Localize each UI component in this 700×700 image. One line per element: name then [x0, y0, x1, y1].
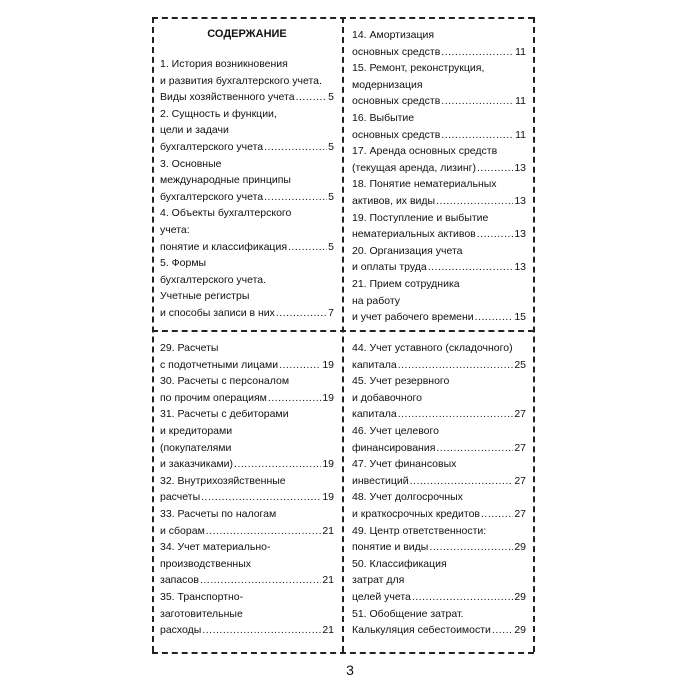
- toc-entry-page-number: 15: [514, 311, 526, 324]
- toc-entry-line: производственных: [160, 557, 251, 570]
- toc-entry-leader-line: [352, 309, 526, 326]
- toc-entry-page-number: 19: [322, 458, 334, 471]
- leader-dots: [410, 473, 514, 490]
- toc-entry-title: и краткосрочных кредитов: [352, 507, 481, 520]
- frame-right-border: [533, 17, 535, 652]
- leader-dots: [398, 406, 514, 423]
- leader-dots: [428, 259, 514, 276]
- toc-entry-leader-line: [352, 193, 526, 210]
- toc-entry-page-number: 25: [514, 358, 526, 371]
- toc-entry-line: 49. Центр ответственности:: [352, 524, 487, 537]
- toc-entry-page-number: 13: [514, 194, 526, 207]
- toc-entry-leader-line: [352, 539, 526, 556]
- toc-entry-page-number: 27: [514, 408, 526, 421]
- toc-entry-line: заготовительные: [160, 607, 243, 620]
- toc-entry: [352, 27, 526, 60]
- toc-entry-page-number: 13: [514, 161, 526, 174]
- toc-entry: [352, 456, 526, 489]
- toc-entry: [160, 255, 334, 321]
- toc-entry-leader-line: [352, 259, 526, 276]
- toc-entry-page-number: 29: [514, 541, 526, 554]
- leader-dots: [206, 523, 322, 540]
- toc-entry-leader-line: [160, 456, 334, 473]
- toc-panel-top-right: [352, 27, 526, 326]
- toc-entry-leader-line: [160, 239, 334, 256]
- toc-entry-leader-line: [352, 357, 526, 374]
- toc-entry-line: учета:: [160, 223, 190, 236]
- toc-entry-title: инвестиций: [352, 474, 409, 487]
- toc-panel-top-left: [160, 26, 334, 322]
- toc-entry-line: 2. Сущность и функции,: [160, 107, 277, 120]
- toc-entry-line: 31. Расчеты с дебиторами: [160, 408, 289, 421]
- leader-dots: [276, 305, 327, 322]
- toc-entry: [160, 589, 334, 639]
- toc-entry: [352, 556, 526, 606]
- toc-entry-line: 33. Расчеты по налогам: [160, 507, 277, 520]
- toc-entry-title: и учет рабочего времени: [352, 311, 474, 324]
- toc-entry: [352, 523, 526, 556]
- toc-entry-title: и заказчиками): [160, 458, 234, 471]
- leader-dots: [398, 357, 514, 374]
- toc-entry-line: 34. Учет материально-: [160, 541, 271, 554]
- toc-entry: [160, 506, 334, 539]
- toc-entry: [160, 340, 334, 373]
- toc-entry-line: 45. Учет резервного: [352, 375, 450, 388]
- leader-dots: [296, 89, 328, 106]
- leader-dots: [279, 357, 321, 374]
- toc-entry-title: Виды хозяйственного учета: [160, 91, 295, 104]
- toc-entry-leader-line: [352, 406, 526, 423]
- toc-entry-line: и добавочного: [352, 391, 422, 404]
- toc-entry: [352, 489, 526, 522]
- leader-dots: [429, 539, 513, 556]
- toc-entry-title: активов, их виды: [352, 194, 436, 207]
- toc-entry: [352, 606, 526, 639]
- toc-entry-line: 14. Амортизация: [352, 29, 435, 41]
- frame-left-border: [152, 17, 154, 652]
- toc-entry-title: и способы записи в них: [160, 306, 275, 319]
- toc-entry-title: нематериальных активов: [352, 228, 476, 241]
- toc-entry-line: 47. Учет финансовых: [352, 458, 457, 471]
- toc-entry-page-number: 11: [515, 128, 526, 141]
- toc-entry-leader-line: [160, 572, 334, 589]
- toc-entry-line: 19. Поступление и выбытие: [352, 211, 489, 224]
- toc-entry-title: с подотчетными лицами: [160, 358, 279, 371]
- toc-entry-page-number: 5: [328, 140, 334, 153]
- leader-dots: [412, 589, 513, 606]
- toc-entry-page-number: 29: [514, 624, 526, 637]
- toc-entry-page-number: 29: [514, 590, 526, 603]
- toc-entry-title: понятие и виды: [352, 541, 429, 554]
- toc-entry-line: 18. Понятие нематериальных: [352, 178, 497, 191]
- toc-entry-leader-line: [352, 440, 526, 457]
- toc-entry: [352, 373, 526, 423]
- toc-entry: [352, 423, 526, 456]
- toc-entry-title: основных средств: [352, 45, 441, 58]
- toc-entry: [352, 276, 526, 326]
- toc-entry-leader-line: [160, 489, 334, 506]
- toc-entry-page-number: 21: [322, 574, 334, 587]
- toc-entry-line: и кредиторами: [160, 424, 233, 437]
- leader-dots: [477, 160, 513, 177]
- toc-entry-line: бухгалтерского учета.: [160, 273, 267, 286]
- toc-entry-leader-line: [160, 89, 334, 106]
- leader-dots: [288, 239, 327, 256]
- toc-entry: [160, 56, 334, 106]
- toc-entry-line: 16. Выбытие: [352, 111, 415, 124]
- toc-entry-line: 1. История возникновения: [160, 58, 288, 70]
- toc-entry-title: основных средств: [352, 95, 441, 108]
- leader-dots: [264, 189, 327, 206]
- leader-dots: [436, 440, 513, 457]
- toc-entry-leader-line: [352, 622, 526, 639]
- toc-entry-leader-line: [160, 523, 334, 540]
- toc-entry-line: 5. Формы: [160, 257, 207, 270]
- toc-entry-title: капитала: [352, 408, 397, 421]
- page-number: 3: [346, 662, 354, 678]
- leader-dots: [441, 44, 514, 61]
- toc-entry: [160, 205, 334, 255]
- toc-entry-line: 32. Внутрихозяйственные: [160, 474, 286, 487]
- toc-entry-page-number: 5: [328, 240, 334, 253]
- toc-entry-line: 29. Расчеты: [160, 342, 219, 354]
- toc-entry-page-number: 13: [514, 261, 526, 274]
- toc-entry-title: по прочим операциям: [160, 391, 267, 404]
- leader-dots: [234, 456, 321, 473]
- toc-entry-page-number: 21: [322, 524, 334, 537]
- leader-dots: [264, 139, 327, 156]
- frame-bottom-border: [152, 652, 534, 654]
- toc-entry-leader-line: [160, 305, 334, 322]
- toc-entry-leader-line: [352, 93, 526, 110]
- leader-dots: [492, 622, 513, 639]
- toc-entry-line: 48. Учет долгосрочных: [352, 491, 463, 504]
- toc-entry-leader-line: [352, 44, 526, 61]
- toc-entry-leader-line: [352, 226, 526, 243]
- toc-entry: [352, 110, 526, 143]
- toc-entry-title: расходы: [160, 624, 202, 637]
- toc-entry-title: запасов: [160, 574, 199, 587]
- leader-dots: [268, 390, 321, 407]
- toc-entry-line: на работу: [352, 294, 401, 307]
- toc-entry-page-number: 21: [322, 624, 334, 637]
- toc-entry-line: 17. Аренда основных средств: [352, 145, 498, 158]
- leader-dots: [475, 309, 514, 326]
- toc-entry-page-number: 5: [328, 190, 334, 203]
- toc-panel-bottom-right: [352, 340, 526, 639]
- toc-heading: СОДЕРЖАНИЕ: [207, 28, 287, 40]
- toc-entry-title: бухгалтерского учета: [160, 140, 264, 153]
- toc-entry-leader-line: [160, 189, 334, 206]
- toc-entry-title: понятие и классификация: [160, 240, 287, 253]
- toc-entry: [352, 176, 526, 209]
- toc-entry-title: расчеты: [160, 491, 201, 504]
- toc-entry-page-number: 11: [515, 95, 526, 108]
- toc-entry-leader-line: [160, 390, 334, 407]
- leader-dots: [441, 127, 514, 144]
- toc-entry: [160, 539, 334, 589]
- leader-dots: [201, 489, 321, 506]
- toc-entry: [352, 210, 526, 243]
- toc-entry-line: Учетные регистры: [160, 290, 250, 303]
- leader-dots: [477, 226, 514, 243]
- toc-entry-line: модернизация: [352, 78, 423, 91]
- toc-entry-line: 20. Организация учета: [352, 244, 463, 257]
- toc-entry-leader-line: [352, 506, 526, 523]
- toc-entry-leader-line: [160, 357, 334, 374]
- toc-entry-page-number: 27: [514, 474, 526, 487]
- toc-entry: [352, 60, 526, 110]
- toc-entry-page-number: 5: [328, 91, 334, 104]
- toc-entry-leader-line: [160, 622, 334, 639]
- toc-entry-leader-line: [352, 127, 526, 144]
- toc-entry: [160, 156, 334, 206]
- toc-entry-leader-line: [160, 139, 334, 156]
- toc-entry-page-number: 27: [514, 507, 526, 520]
- toc-entry-line: цели и задачи: [160, 124, 229, 137]
- toc-entry-leader-line: [352, 160, 526, 177]
- toc-entry-leader-line: [352, 589, 526, 606]
- frame-center-divider: [342, 17, 344, 652]
- toc-entry: [160, 106, 334, 156]
- toc-entry-title: Калькуляция себестоимости: [352, 624, 491, 637]
- toc-entry-page-number: 19: [322, 491, 334, 504]
- toc-entry-title: финансирования: [352, 441, 436, 454]
- toc-entry-line: 30. Расчеты с персоналом: [160, 375, 290, 388]
- toc-entry-page-number: 19: [322, 391, 334, 404]
- toc-entry-line: и развития бухгалтерского учета.: [160, 74, 322, 87]
- toc-entry-title: и сборам: [160, 524, 205, 537]
- toc-panel-bottom-left: [160, 340, 334, 639]
- toc-entry-title: основных средств: [352, 128, 441, 141]
- toc-entry: [352, 243, 526, 276]
- toc-entry-line: 4. Объекты бухгалтерского: [160, 207, 292, 220]
- toc-entry-line: (покупателями: [160, 441, 232, 454]
- toc-entry-line: 50. Классификация: [352, 557, 447, 570]
- leader-dots: [481, 506, 513, 523]
- leader-dots: [200, 572, 321, 589]
- toc-entry-leader-line: [352, 473, 526, 490]
- toc-entry-title: и оплаты труда: [352, 261, 427, 274]
- toc-entry: [352, 340, 526, 373]
- toc-entry-page-number: 19: [322, 358, 334, 371]
- toc-entry-line: 51. Обобщение затрат.: [352, 607, 464, 620]
- toc-entry-page-number: 27: [514, 441, 526, 454]
- toc-entry-line: 21. Прием сотрудника: [352, 277, 460, 290]
- toc-entry-title: (текущая аренда, лизинг): [352, 161, 476, 174]
- toc-entry-title: целей учета: [352, 590, 411, 603]
- toc-entry-line: международные принципы: [160, 174, 291, 187]
- toc-entry: [160, 473, 334, 506]
- toc-entry-title: капитала: [352, 358, 397, 371]
- toc-entry-line: 15. Ремонт, реконструкция,: [352, 62, 485, 75]
- toc-entry-title: бухгалтерского учета: [160, 190, 264, 203]
- leader-dots: [436, 193, 513, 210]
- toc-entry-line: 35. Транспортно-: [160, 590, 244, 603]
- toc-entry-line: 44. Учет уставного (складочного): [352, 342, 513, 354]
- toc-entry-line: затрат для: [352, 574, 405, 587]
- leader-dots: [441, 93, 514, 110]
- toc-entry: [352, 143, 526, 176]
- leader-dots: [202, 622, 321, 639]
- toc-entry: [160, 406, 334, 472]
- toc-entry: [160, 373, 334, 406]
- toc-entry-page-number: 7: [328, 306, 334, 319]
- toc-entry-page-number: 13: [514, 228, 526, 241]
- toc-entry-page-number: 11: [515, 45, 526, 58]
- toc-entry-line: 46. Учет целевого: [352, 424, 439, 437]
- toc-entry-line: 3. Основные: [160, 157, 222, 170]
